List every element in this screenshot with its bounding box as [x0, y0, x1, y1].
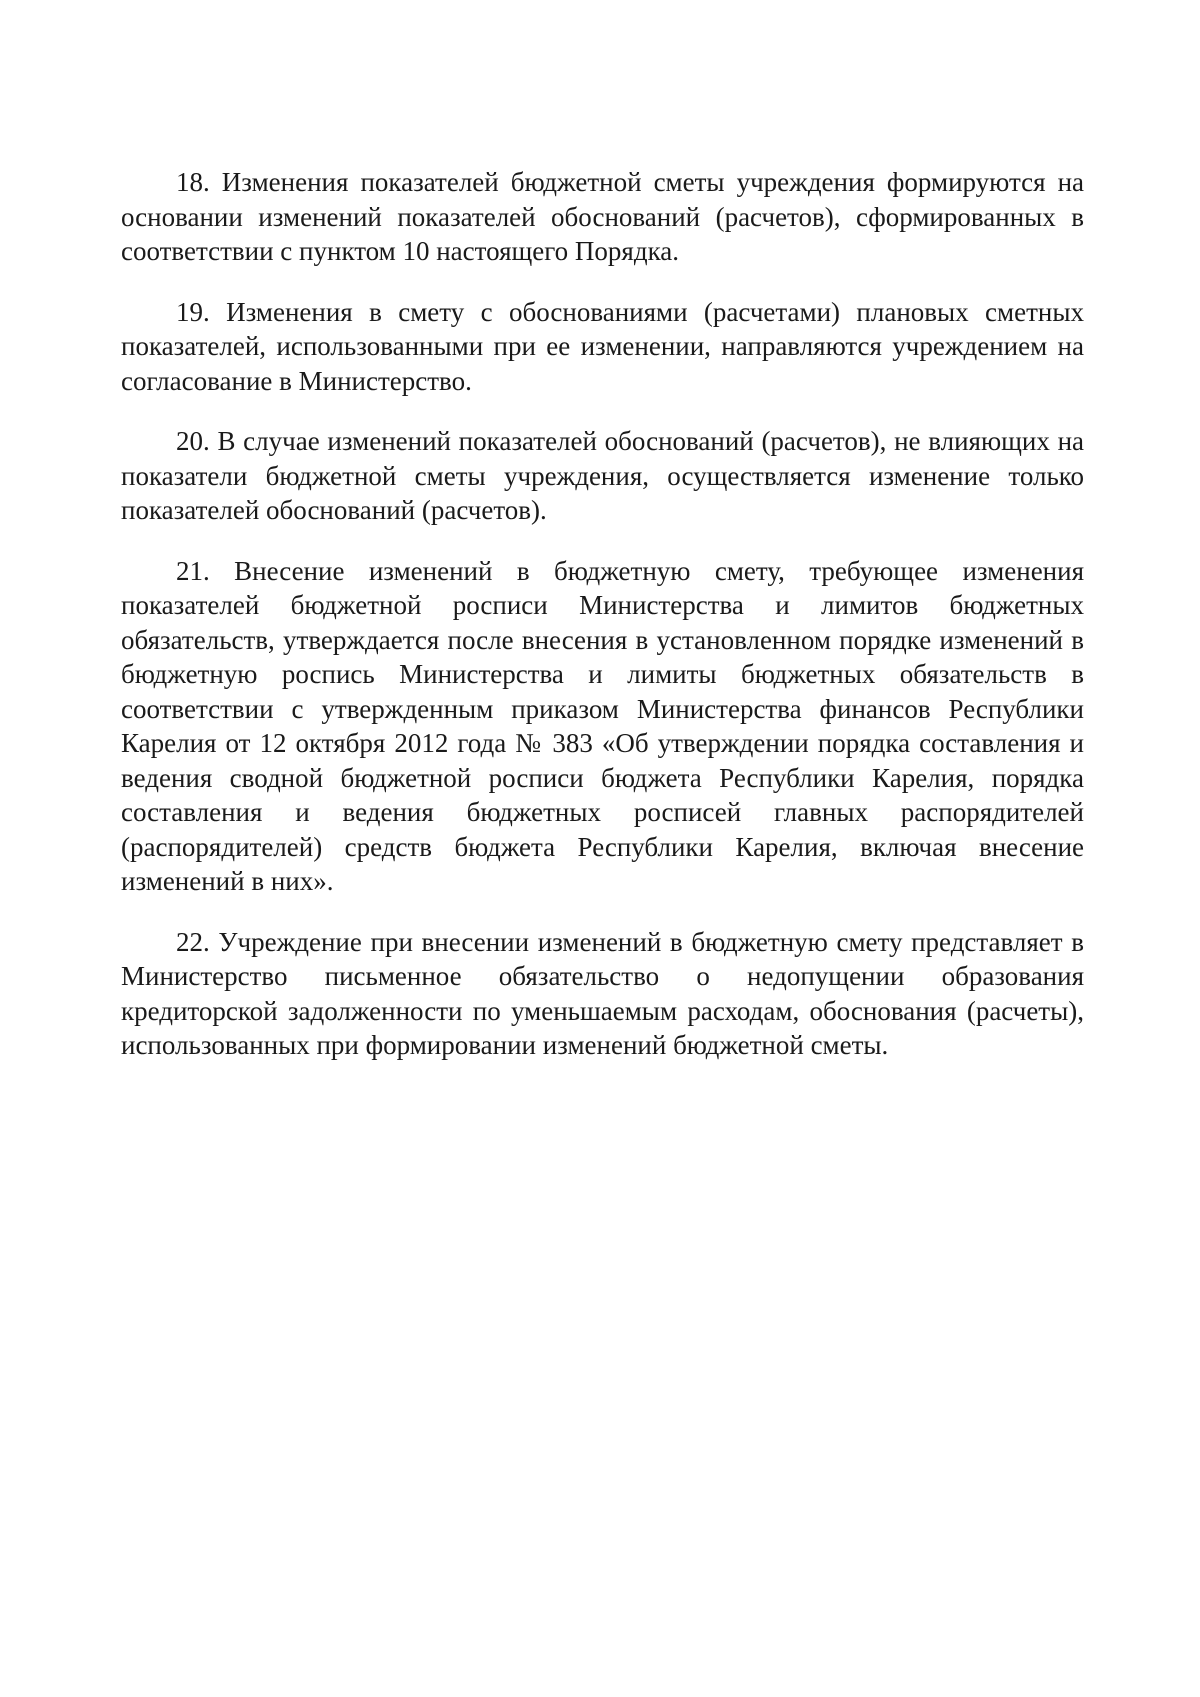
paragraph-22: 22. Учреждение при внесении изменений в бюджетную смету представляет в Министерство письменное обязательство о недопущении образования кредиторской задолженности по уменьшаемым расходам, обоснования (расчеты), использованных при формировании изменений бюджетной сметы. — [121, 926, 1084, 1060]
paragraph-20: 20. В случае изменений показателей обоснований (расчетов), не влияющих на показатели бюджетной сметы учреждения, осуществляется изменение только показателей обоснований (расчетов). — [121, 426, 1084, 525]
paragraph-19: 19. Изменения в смету с обоснованиями (расчетами) плановых сметных показателей, использованными при ее изменении, направляются учреждением на согласование в Министерство. — [121, 296, 1084, 396]
paragraph-21: 21. Внесение изменений в бюджетную смету, требующее изменения показателей бюджетной росписи Министерства и лимитов бюджетных обязательств, утверждается после внесения в установленном порядке изменений в бюджетную роспись Министерства и лимиты бюджетных обязательств в соответствии с утвержденным приказом Министерства финансов Республики Карелия от 12 октября 2012 года № 383 «Об утверждении порядка составления и ведения сводной бюджетной росписи бюджета Республики Карелия, порядка составления и ведения бюджетных росписей главных распорядителей (распорядителей) средств бюджета Республики Карелия, включая внесение изменений в них». — [121, 555, 1084, 896]
document-body — [121, 165, 1084, 1089]
paragraph-18: 18. Изменения показателей бюджетной сметы учреждения формируются на основании изменений показателей обоснований (расчетов), сформированных в соответствии с пунктом 10 настоящего Порядка. — [121, 167, 1084, 266]
